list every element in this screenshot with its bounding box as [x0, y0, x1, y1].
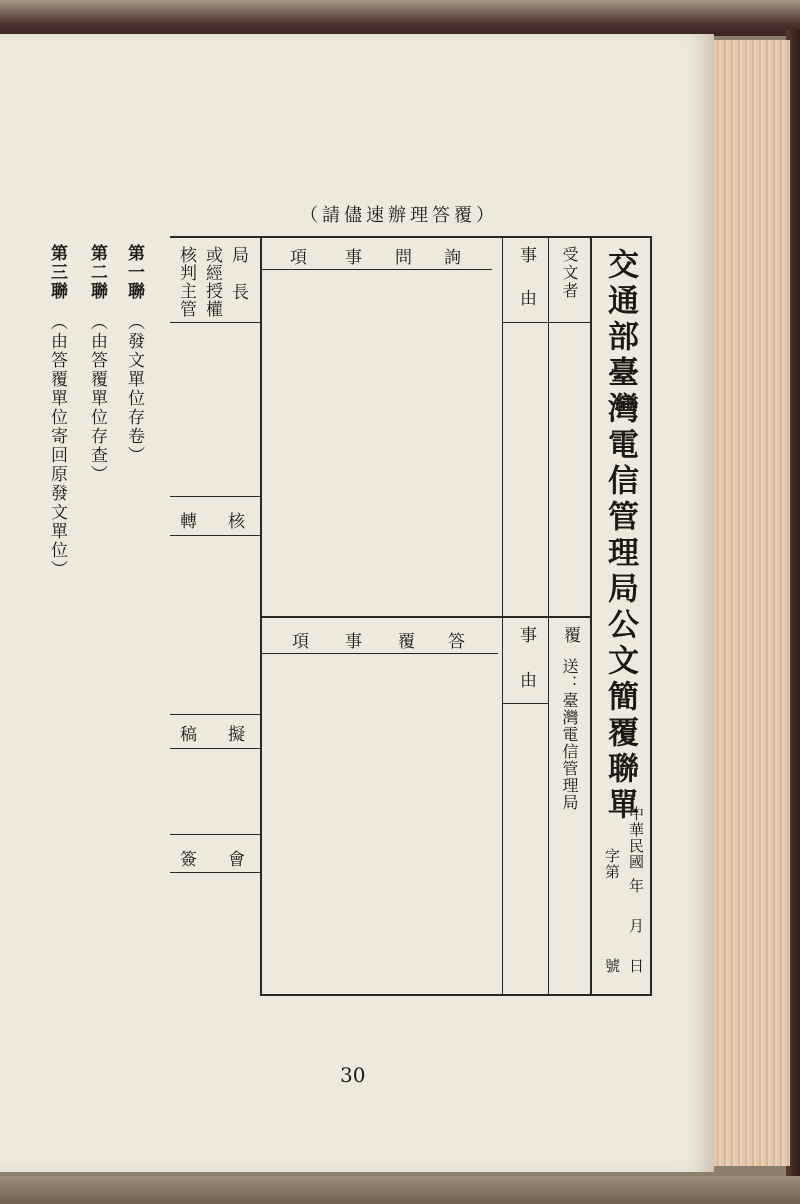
sig-authorized: 或經授權 [202, 246, 222, 318]
sig-approve-1: 核 [228, 512, 245, 532]
sig-approve-2: 轉 [180, 512, 197, 532]
subject-label-top: 事由 [516, 246, 536, 332]
inquiry-header-char-2: 問 [395, 248, 412, 268]
reply-header-char-1: 答 [448, 632, 465, 652]
inquiry-header-char-3: 事 [345, 248, 362, 268]
grid-right [650, 236, 652, 996]
sig-bureau-chief: 局長 [228, 246, 248, 320]
inquiry-header-line [262, 269, 492, 270]
grid-bottom [260, 994, 652, 996]
sig-supervisor: 核判主管 [176, 246, 196, 318]
sig-line-5 [170, 748, 260, 749]
sig-line-6 [170, 834, 260, 835]
date-era: 中華民國 [627, 806, 645, 870]
copy-2-note: （由答覆單位存查） [87, 313, 107, 484]
copy-1-name: 第一聯 [124, 244, 144, 301]
sig-draft-2: 稿 [180, 725, 197, 745]
inquiry-header-char-1: 詢 [444, 248, 461, 268]
grid-top-right [590, 236, 652, 238]
date-day: 日 [627, 958, 645, 974]
sig-countersign-1: 會 [228, 850, 245, 870]
grid-top [170, 236, 590, 238]
copy-3-name: 第三聯 [47, 244, 67, 301]
recipient-label: 受文者 [560, 246, 579, 300]
copy-1-note: （發文單位存卷） [124, 313, 144, 465]
sig-line-1 [170, 322, 260, 323]
sig-line-7 [170, 872, 260, 873]
reply-label: 覆 [560, 626, 580, 646]
reply-header-char-2: 覆 [398, 632, 415, 652]
sig-line-2 [170, 496, 260, 497]
form-title: 交通部臺灣電信管理局公文簡覆聯單 [602, 248, 638, 824]
date-year: 年 [627, 878, 645, 894]
book-cover-top [0, 0, 800, 36]
copy-3-note: （由答覆單位寄回原發文單位） [47, 313, 67, 579]
page-number: 30 [340, 1063, 366, 1087]
sig-draft-1: 擬 [228, 725, 245, 745]
page-edges [712, 40, 790, 1166]
reply-header-char-4: 項 [292, 632, 309, 652]
date-month: 月 [627, 918, 645, 934]
send-to: 送：臺灣電信管理局 [560, 658, 579, 811]
sig-line-3 [170, 535, 260, 536]
grid-middle [260, 616, 590, 618]
reply-header-line [262, 653, 498, 654]
book-cover-bottom [0, 1176, 800, 1204]
sig-line-4 [170, 714, 260, 715]
inquiry-header-char-4: 項 [290, 248, 307, 268]
recipient-line [548, 322, 590, 323]
copy-3 [45, 244, 70, 579]
grid-title-divider [590, 236, 592, 996]
sig-countersign-2: 簽 [180, 850, 197, 870]
header-note: （請儘速辦理答覆） [300, 205, 498, 226]
reply-header-char-3: 事 [345, 632, 362, 652]
copy-2-name: 第二聯 [87, 244, 107, 301]
serial-prefix: 字第 [603, 848, 621, 880]
serial-suffix: 號 [603, 958, 621, 974]
subject-label-bottom: 事由 [516, 626, 536, 716]
copy-2 [85, 244, 110, 484]
copy-1 [122, 244, 147, 465]
